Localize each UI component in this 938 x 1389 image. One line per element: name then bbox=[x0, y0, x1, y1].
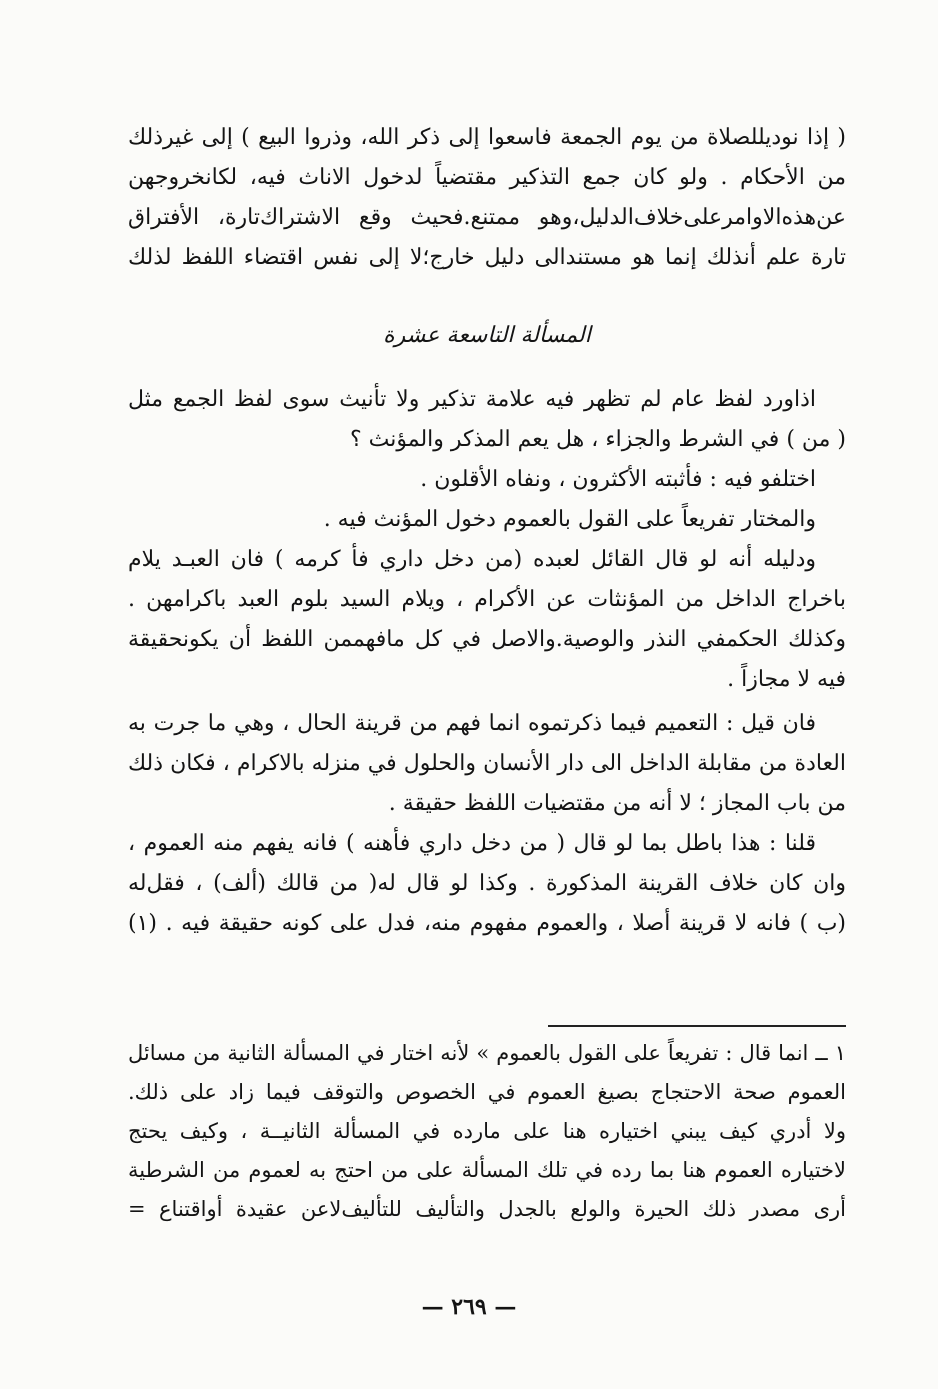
section-heading: المسألة التاسعة عشرة bbox=[383, 323, 591, 348]
footnote-divider bbox=[548, 1025, 846, 1027]
text-line: وكذلك الحكمفي النذر والوصية.والاصل في كل مافهممن اللفظ أن يكونحقيقة bbox=[128, 627, 846, 652]
page-number: — ٢٦٩ — bbox=[421, 1294, 517, 1320]
intro-paragraph bbox=[128, 118, 846, 278]
text-line: من الأحكام . ولو كان جمع التذكير مقتضياً لدخول الاناث فيه، لكانخروجهن bbox=[128, 165, 846, 190]
footnote-line: العموم صحة الاحتجاج بصيغ العموم في الخصوص والتوقف فيما زاد على ذلك. bbox=[128, 1080, 846, 1104]
text-line: باخراج الداخل من المؤنثات عن الأكرام ، ويلام السيد بلوم العبد باكرامهن . bbox=[128, 587, 846, 612]
footnote-line: ١ ــ انما قال : تفريعاً على القول بالعموم » لأنه اختار في المسألة الثانية من مسائل bbox=[128, 1041, 846, 1065]
text-line: اذاورد لفظ عام لم تظهر فيه علامة تذكير ولا تأنيث سوى لفظ الجمع مثل bbox=[128, 387, 816, 412]
text-line: فان قيل : التعميم فيما ذكرتموه انما فهم من قرينة الحال ، وهي ما جرت به bbox=[128, 711, 816, 736]
footnote-line: ولا أدري كيف يبني اختياره هنا على مارده في المسألة الثانيــة ، وكيف يحتج bbox=[128, 1119, 846, 1143]
text-line: ( إذا نوديللصلاة من يوم الجمعة فاسعوا إلى ذكر الله، وذروا البيع ) إلى غيرذلك bbox=[128, 125, 846, 150]
text-line: ودليله أنه لو قال القائل لعبده (من دخل داري فأ كرمه ) فان العبـد يلام bbox=[128, 547, 816, 572]
footnote-line: أرى مصدر ذلك الحيرة والولع بالجدل والتأليف للتأليف‌لاعن عقيدة أواقتناع = bbox=[128, 1197, 846, 1221]
text-line: العادة من مقابلة الداخل الى دار الأنسان والحلول في منزله بالاكرام ، فكان ذلك bbox=[128, 751, 846, 776]
text-line: تارة علم أنذلك إنما هو مستندالى دليل خارج؛لا إلى نفس اقتضاء اللفظ لذلك bbox=[128, 245, 846, 270]
text-line: وان كان خلاف القرينة المذكورة . وكذا لو قال له( من قالك (ألف) ، فقل‌له bbox=[128, 871, 846, 896]
text-line: (ب ) فانه لا قرينة أصلا ، والعموم مفهوم منه، فدل على كونه حقيقة فيه . (١) bbox=[128, 911, 846, 936]
text-line: والمختار تفريعاً على القول بالعموم دخول المؤنث فيه . bbox=[323, 507, 816, 532]
text-line: عن‌هذه‌الاوامرعلى‌خلاف‌الدليل،وهو ممتنع.فحيث وقع الاشتراك‌تارة، الأفتراق bbox=[128, 205, 846, 230]
text-line: قلنا : هذا باطل بما لو قال ( من دخل داري فأهنه ) فانه يفهم منه العموم ، bbox=[128, 831, 816, 856]
footnote bbox=[128, 1034, 846, 1229]
issue-body bbox=[128, 380, 846, 944]
text-line: ( من ) في الشرط والجزاء ، هل يعم المذكر والمؤنث ؟ bbox=[350, 427, 846, 452]
footnote-line: لاختياره العموم هنا بما رده في تلك المسألة على من احتج به لعموم من الشرطية bbox=[128, 1158, 846, 1182]
text-line: اختلفو فيه : فأثبته الأكثرون ، ونفاه الأقلون . bbox=[420, 467, 816, 492]
text-line: من باب المجاز ؛ لا أنه من مقتضيات اللفظ حقيقة . bbox=[388, 791, 846, 816]
text-line: فيه لا مجازاً . bbox=[727, 667, 846, 692]
